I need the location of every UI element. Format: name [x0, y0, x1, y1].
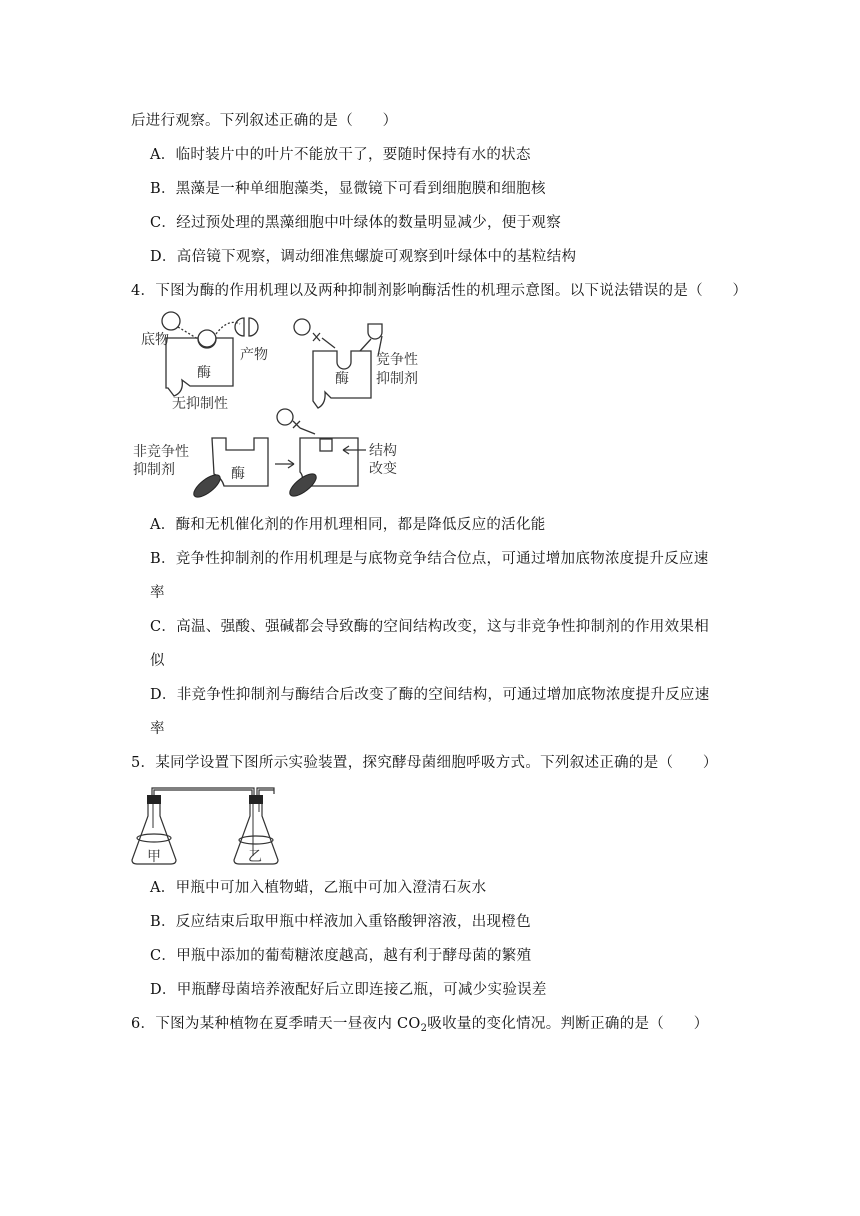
label-substrate: 底物	[141, 332, 169, 348]
q3-stem-tail: 后进行观察。下列叙述正确的是（ ）	[131, 113, 398, 129]
q5-stem: 5．某同学设置下图所示实验装置，探究酵母菌细胞呼吸方式。下列叙述正确的是（ ）	[131, 755, 718, 771]
label-competitive-1: 竞争性	[376, 352, 418, 368]
label-flask-jia: 甲	[147, 849, 161, 865]
q4-option-d: D．非竞争性抑制剂与酶结合后改变了酶的空间结构，可通过增加底物浓度提升反应速	[150, 687, 710, 703]
label-structure-1: 结构	[369, 443, 397, 459]
label-enzyme-1: 酶	[197, 365, 211, 381]
substrate-circle	[162, 312, 180, 330]
q6-stem-sub: 2	[420, 1023, 428, 1034]
stopper-jia	[147, 795, 161, 804]
q3-option-a: A．临时装片中的叶片不能放干了，要随时保持有水的状态	[150, 147, 531, 163]
q6-stem-pre: 6．下图为某种植物在夏季晴天一昼夜内 CO	[131, 1016, 421, 1032]
label-flask-yi: 乙	[248, 849, 262, 865]
q5-option-d: D．甲瓶酵母菌培养液配好后立即连接乙瓶，可减少实验误差	[150, 982, 547, 998]
q6-stem-post: 吸收量的变化情况。判断正确的是（ ）	[427, 1016, 709, 1032]
q5-option-b: B．反应结束后取甲瓶中样液加入重铬酸钾溶液，出现橙色	[150, 914, 531, 930]
q4-stem: 4．下图为酶的作用机理以及两种抑制剂影响酶活性的机理示意图。以下说法错误的是（ ）	[131, 283, 748, 299]
label-product: 产物	[240, 347, 268, 363]
label-competitive-2: 抑制剂	[376, 371, 418, 387]
yeast-respiration-apparatus	[126, 782, 306, 872]
q4-option-c: C．高温、强酸、强碱都会导致酶的空间结构改变，这与非竞争性抑制剂的作用效果相	[150, 619, 709, 635]
label-noncompetitive-1: 非竞争性	[133, 444, 189, 460]
q6-stem	[131, 1014, 709, 1034]
q4-option-d-cont: 率	[150, 721, 165, 737]
q5-option-a: A．甲瓶中可加入植物蜡，乙瓶中可加入澄清石灰水	[150, 880, 487, 896]
noncompetitive-inhibitor-shape-1	[190, 471, 223, 501]
stopper-yi	[249, 795, 263, 804]
q5-option-c: C．甲瓶中添加的葡萄糖浓度越高，越有利于酵母菌的繁殖	[150, 948, 532, 964]
label-enzyme-3: 酶	[231, 466, 245, 482]
enzyme-mechanism-diagram	[128, 306, 428, 506]
label-enzyme-2: 酶	[335, 371, 349, 387]
label-noncompetitive-2: 抑制剂	[133, 462, 175, 478]
label-structure-2: 改变	[369, 461, 397, 477]
q4-option-c-cont: 似	[150, 653, 165, 669]
q4-option-b-cont: 率	[150, 585, 165, 601]
q4-option-b: B．竞争性抑制剂的作用机理是与底物竞争结合位点，可通过增加底物浓度提升反应速	[150, 551, 709, 567]
label-no-inhibitor: 无抑制性	[172, 396, 228, 412]
q3-option-c: C．经过预处理的黑藻细胞中叶绿体的数量明显减少，便于观察	[150, 215, 561, 231]
q3-option-b: B．黑藻是一种单细胞藻类，显微镜下可看到细胞膜和细胞核	[150, 181, 546, 197]
q4-option-a: A．酶和无机催化剂的作用机理相同，都是降低反应的活化能	[150, 517, 546, 533]
noncompetitive-inhibitor-shape-2	[286, 470, 319, 500]
q3-option-d: D．高倍镜下观察，调动细准焦螺旋可观察到叶绿体中的基粒结构	[150, 249, 577, 265]
